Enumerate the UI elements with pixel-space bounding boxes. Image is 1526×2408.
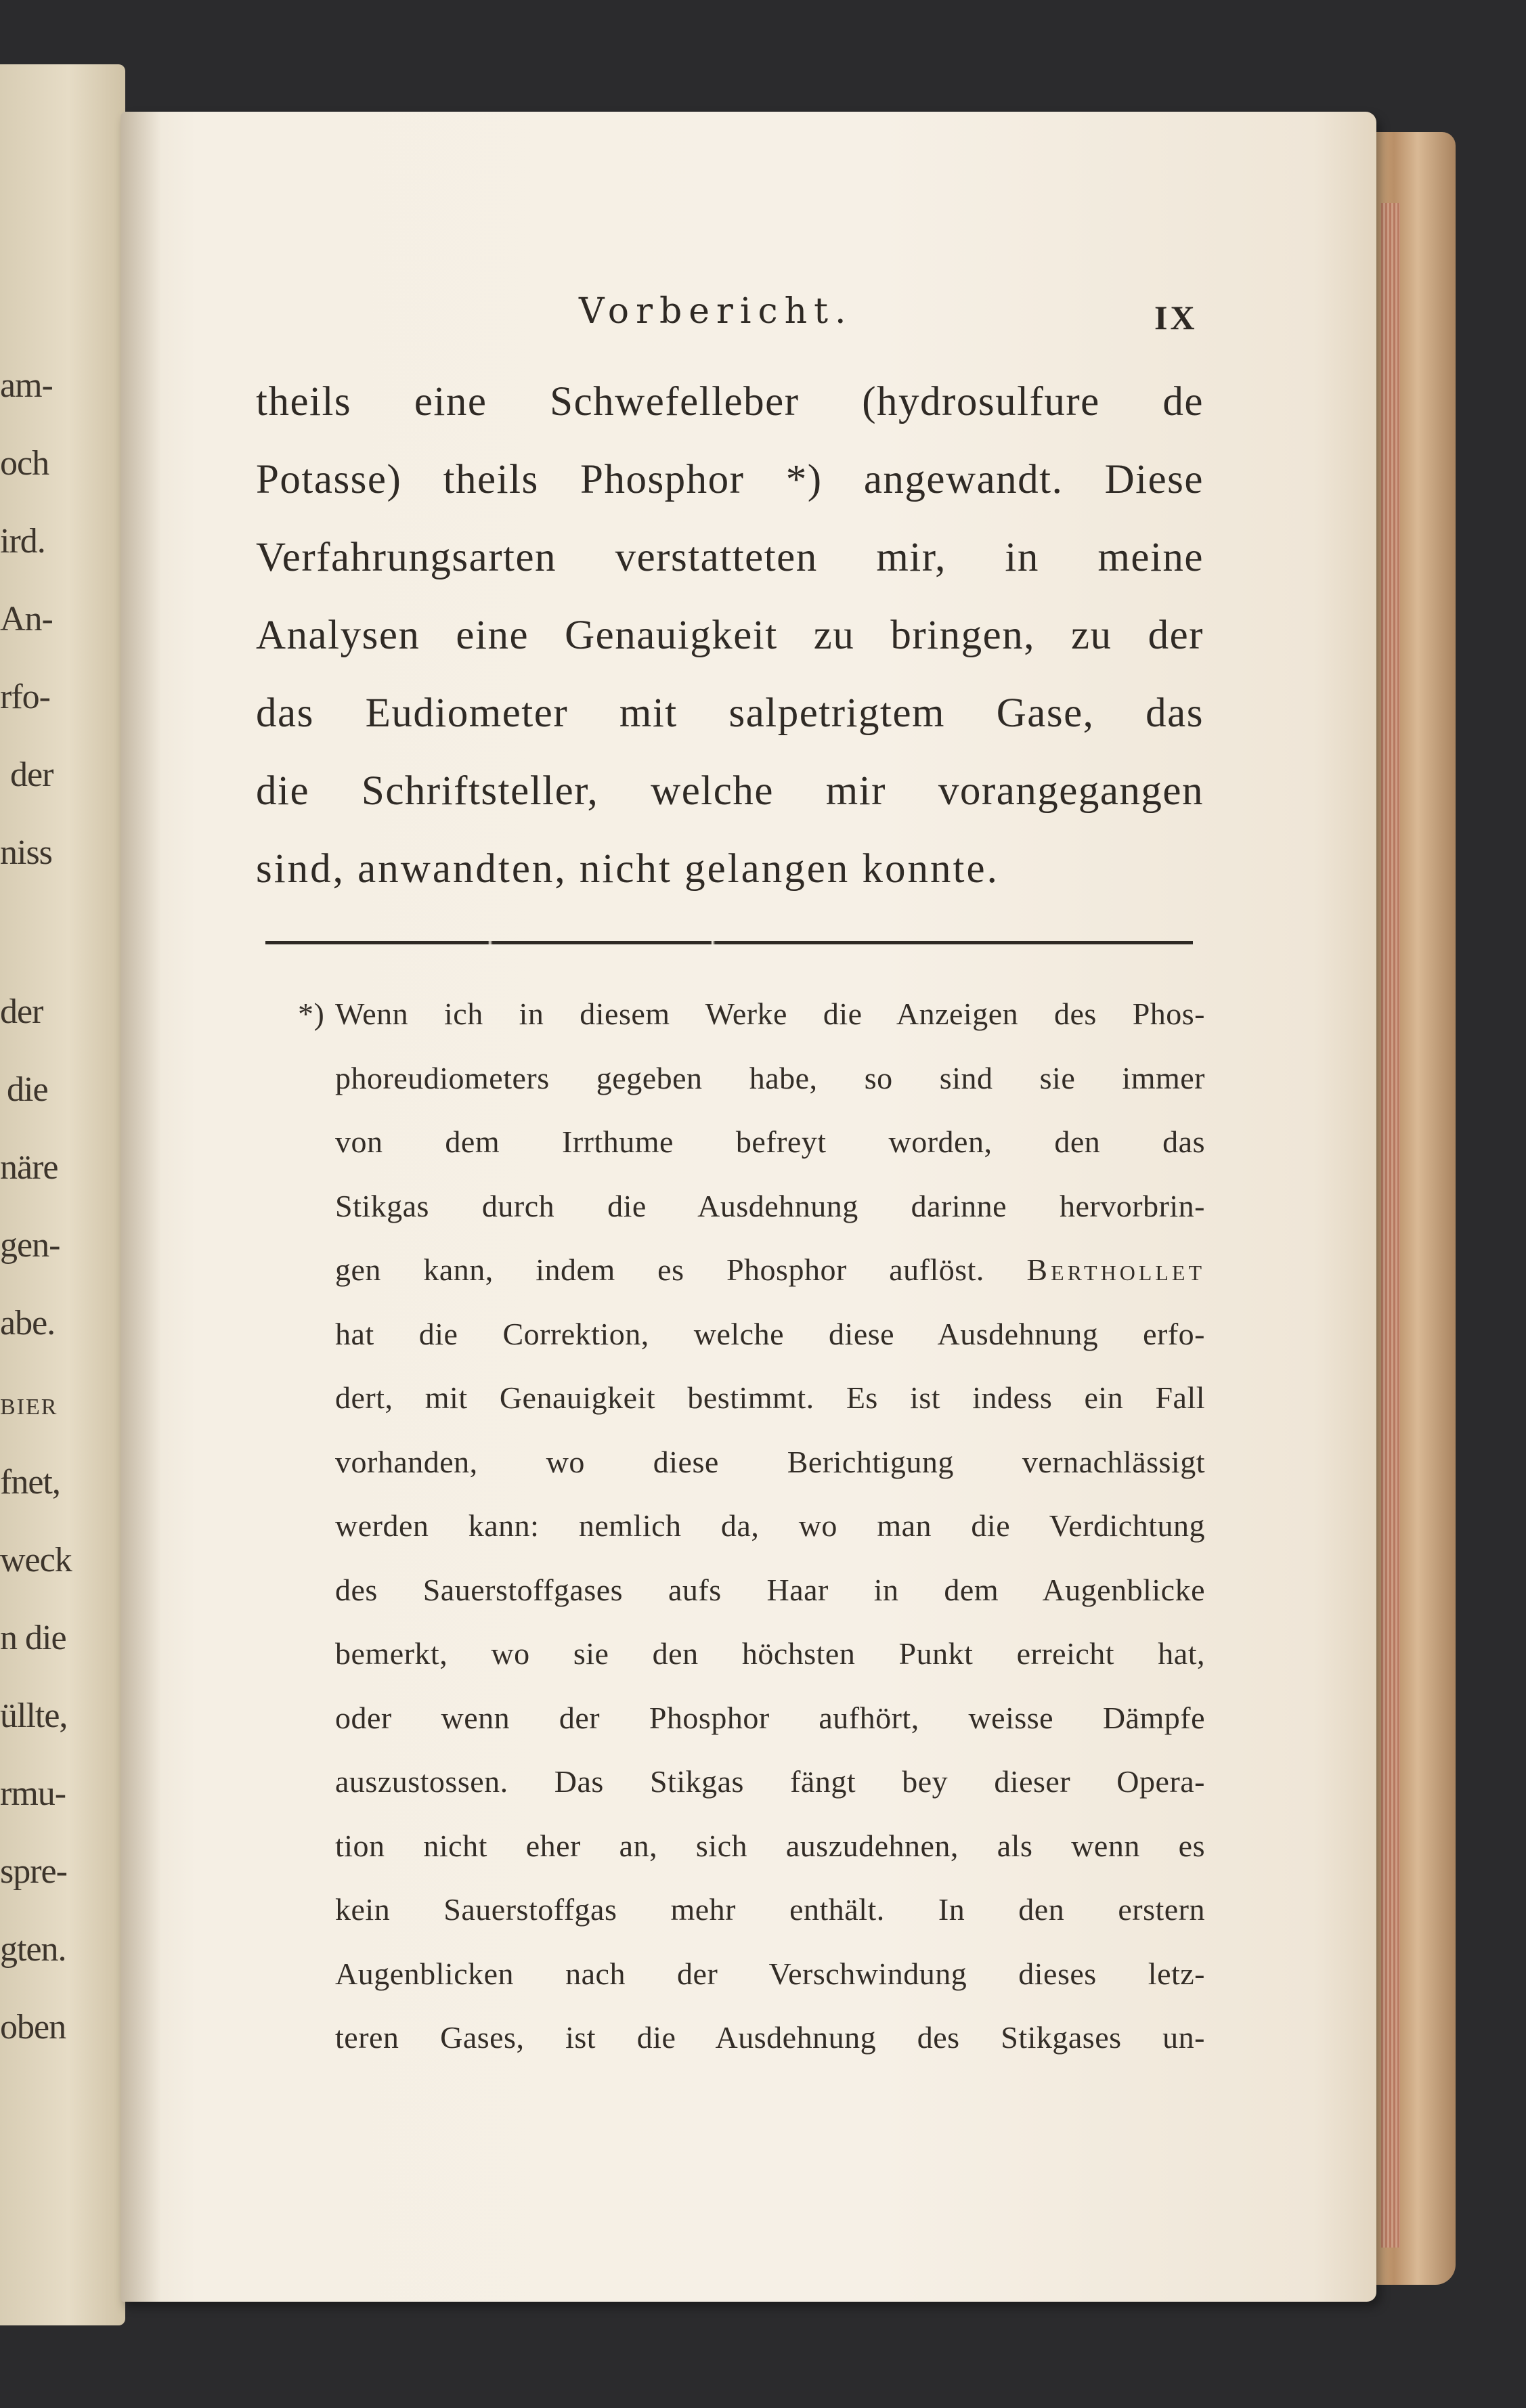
left-page-fragment: weck [0,1541,72,1579]
left-page-fragment: rfo- [0,678,50,716]
footnote-line: des Sauerstoffgases aufs Haar in dem Augenblicke [335,1572,1205,1607]
left-page-fragment: spre- [0,1852,67,1891]
left-page-fragment: der [0,992,43,1031]
footnote-line: oder wenn der Phosphor aufhört, weisse Dämpfe [335,1700,1205,1735]
text-line: theils eine Schwefelleber (hydrosulfure de [256,379,1204,424]
left-page-fragment: BIER [0,1395,58,1420]
footnote-line: Stikgas durch die Ausdehnung darinne hervorbrin- [335,1188,1205,1223]
gutter-shadow [121,112,161,2302]
footnote-line: von dem Irrthume befreyt worden, den das [335,1124,1205,1159]
left-page-fragment: näre [0,1148,58,1187]
text-line: Verfahrungsarten verstatteten mir, in meine [256,535,1204,580]
footnote-line: phoreudiometers gegeben habe, so sind sie immer [335,1060,1205,1095]
text-line: Analysen eine Genauigkeit zu bringen, zu der [256,613,1204,658]
left-page-fragment: am- [0,366,53,405]
page-number: IX [1154,299,1198,336]
main-paragraph [256,374,1204,919]
left-page-fragment: gen- [0,1226,60,1265]
footnote-line: werden kann: nemlich da, wo man die Verdichtung [335,1508,1205,1543]
footnote-line [298,1246,1205,1311]
author-name: Berthollet [1026,1252,1205,1287]
left-page-fragment: der [10,756,53,794]
footnote [298,990,1205,2078]
previous-page [0,64,125,2325]
footnote-line: Augenblicken nach der Verschwindung dieses letz- [335,1956,1205,1991]
footnote-line-text: Wenn ich in diesem Werke die Anzeigen des Phos- [335,997,1205,1031]
footnote-line: tion nicht eher an, sich auszudehnen, als wenn es [335,1828,1205,1863]
left-page-fragment: ird. [0,522,45,561]
footnote-line: teren Gases, ist die Ausdehnung des Stikgases un- [335,2020,1205,2055]
footnote-separator [265,941,1193,944]
footnote-line: auszustossen. Das Stikgas fängt bey dieser Opera- [335,1764,1205,1799]
left-page-fragment: oben [0,2008,66,2046]
left-page-fragment: och [0,444,49,483]
left-page-fragment: niss [0,833,52,872]
left-page-fragment: An- [0,600,53,638]
footnote-line: dert, mit Genauigkeit bestimmt. Es ist indess ein Fall [335,1380,1205,1415]
footnote-marker: *) [298,997,325,1031]
running-header: Vorbericht. [579,291,853,332]
text-line: das Eudiometer mit salpetrigtem Gase, das [256,691,1204,736]
page-edges [1381,203,1400,2248]
footnote-line-text: gen kann, indem es Phosphor auflöst. [335,1252,984,1287]
footnote-line: kein Sauerstoffgas mehr enthält. In den erstern [335,1892,1205,1927]
left-page-fragment: die [7,1070,48,1109]
left-page-fragment: gten. [0,1930,66,1969]
footnote-line: hat die Correktion, welche diese Ausdehnung erfo- [335,1316,1205,1351]
left-page-fragment: rmu- [0,1774,66,1813]
footnote-line [298,990,1205,1055]
left-page-fragment: fnet, [0,1463,60,1502]
left-page-fragment: üllte, [0,1696,68,1735]
footnote-line: vorhanden, wo diese Berichtigung vernachlässigt [335,1444,1205,1479]
left-page-fragment: n die [0,1619,66,1657]
left-page-fragment: abe. [0,1304,56,1342]
text-line: sind, anwandten, nicht gelangen konnte. [256,846,999,892]
footnote-line: bemerkt, wo sie den höchsten Punkt erreicht hat, [335,1636,1205,1671]
text-line: Potasse) theils Phosphor *) angewandt. Diese [256,457,1204,502]
text-line: die Schriftsteller, welche mir vorangegangen [256,768,1204,814]
